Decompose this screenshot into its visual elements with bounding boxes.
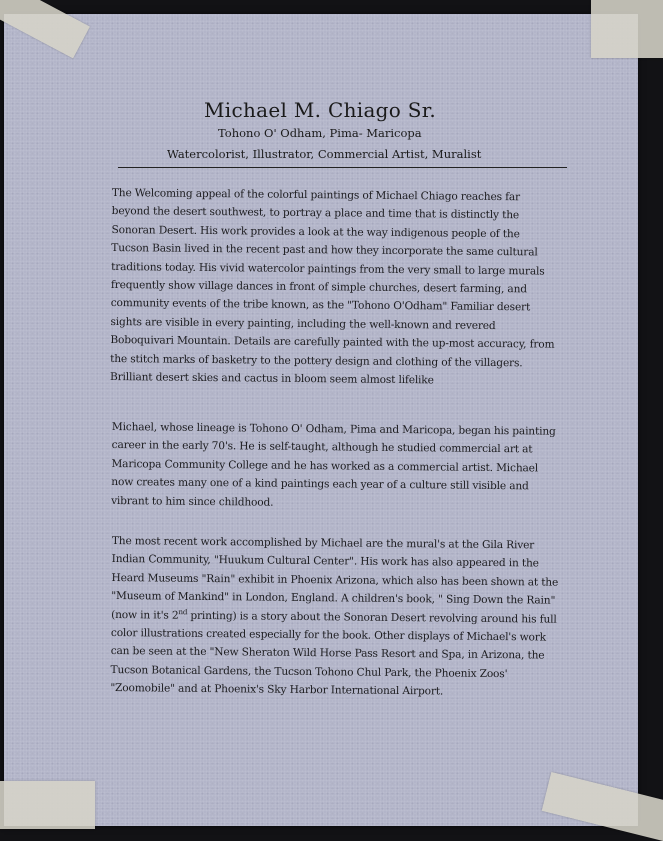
bio-paragraph-3-part-2: printing) is a story about the Sonoran Desert revolving around his full color illustrations created especially for the book. Other displays of Michael's work can be seen at the "New Sheraton Wild Horse Pass Resort and Spa, in Arizona, the Tucson Botanical Gardens, the Tucson Tohono Chul Park, the Phoenix Zoos' "Zoomobile" and at Phoenix's Sky Harbor International Airport. bbox=[110, 609, 557, 698]
bio-paragraph-3 bbox=[110, 532, 560, 702]
bio-paragraph-2: Michael, whose lineage is Tohono O' Odham, Pima and Maricopa, began his painting career in the early 70's. He is self-taught, although he studied commercial art at Maricopa Community College and he has worked as a commercial artist. Michael now creates many one of a kind paintings each year of a culture still visible and vibrant to him since childhood. bbox=[111, 420, 556, 509]
artist-name: Michael M. Chiago Sr. bbox=[204, 98, 437, 122]
artist-tribe: Tohono O' Odham, Pima- Maricopa bbox=[218, 126, 422, 140]
masking-tape-top-right bbox=[591, 0, 663, 58]
artist-roles: Watercolorist, Illustrator, Commercial Artist, Muralist bbox=[167, 147, 482, 161]
bio-paragraph-1: The Welcoming appeal of the colorful paintings of Michael Chiago reaches far beyond the desert southwest, to portray a place and time that is distinctly the Sonoran Desert. His work provides a look at the way indigenous people of the Tucson Basin lived in the recent past and how they incorporate the same cultural traditions today. His vivid watercolor paintings from the very small to large murals frequently show village dances in front of simple churches, desert farming, and community events of the tribe known, as the "Tohono O'Odham" Familiar desert sights are visible in every painting, including the well-known and revered Boboquivari Mountain. Details are carefully painted with the up-most accuracy, from the stitch marks of basketry to the pottery design and clothing of the villagers. Brilliant desert skies and cactus in bloom seem almost lifelike bbox=[109, 186, 555, 387]
masking-tape-bottom-left bbox=[0, 781, 95, 829]
bio-paragraph-3-part-1: The most recent work accomplished by Michael are the mural's at the Gila River Indian Community, "Huukum Cultural Center". His work has also appeared in the Heard Museums "Rain" exhibit in Phoenix Arizona, which also has been shown at the "Museum of Mankind" in London, England. A children's book, " Sing Down the Rain" (now in it's 2 bbox=[111, 534, 559, 622]
ordinal-superscript: nd bbox=[178, 607, 188, 616]
header-divider bbox=[118, 167, 567, 168]
biography-placard bbox=[4, 14, 638, 826]
